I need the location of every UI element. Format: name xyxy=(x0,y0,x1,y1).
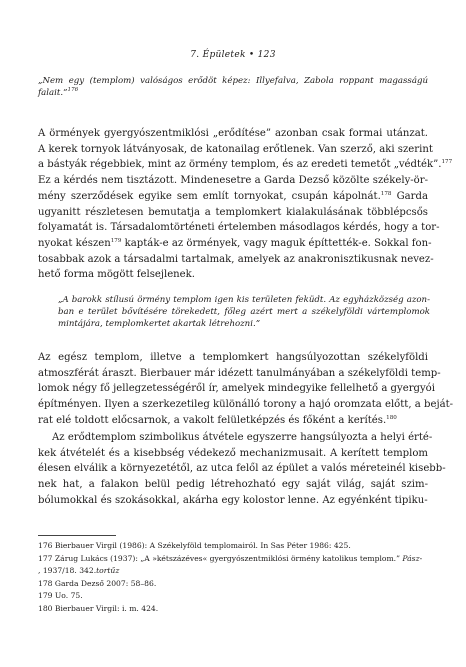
block-quote-1 xyxy=(38,75,428,99)
paragraph-1 xyxy=(38,126,453,283)
line-text: élesen elválik a környezetétől, az utca felől az épület a valós méreteinél kisebb- xyxy=(38,463,446,475)
paragraph-3 xyxy=(38,430,446,509)
paragraph-2 xyxy=(38,350,454,429)
text-line xyxy=(58,318,430,330)
text-line xyxy=(58,306,430,318)
text-line xyxy=(38,252,434,268)
text-line xyxy=(38,157,453,173)
text-line xyxy=(38,413,428,429)
line-text: tosabbak azok a társadalmi tartalmak, amelyek az anakronisztikusnak nevez- xyxy=(38,253,434,265)
line-text: Garda xyxy=(391,190,428,202)
running-header: 7. Épületek • 123 xyxy=(190,50,276,60)
line-text: 177 Zárug Lukács (1937): „A »kétszázéves« gyergyószentmiklósi örmény katolikus templom.” xyxy=(38,553,403,563)
line-text: Az erődtemplom szimbolikus átvétele egyszerre hangsúlyozta a helyi érté- xyxy=(52,432,433,443)
text-line xyxy=(38,461,446,477)
line-text: A örmények gyergyószentmiklósi „erődítése” azonban csak formai utánzat. xyxy=(38,128,428,139)
line-text: építményen. Ilyen a szerkezetileg különálló torony a hajó oromzata előtt, a beját- xyxy=(38,399,454,411)
line-text: falait.” xyxy=(38,88,68,98)
text-line xyxy=(38,430,433,446)
footnote-marker[interactable]: 180 xyxy=(386,414,397,421)
line-text: bólumokkal és szokásokkal, akárha egy kolostor lenne. Az egyénként tipiku- xyxy=(38,494,428,506)
text-line xyxy=(38,397,454,413)
line-text: kek átvételét és a kisebbség védekező mechanizmusait. A kerített templom xyxy=(38,447,428,459)
text-line xyxy=(38,220,440,236)
line-text: mintájára, templomkertet akartak létrehozni.” xyxy=(58,319,261,329)
footnote-marker[interactable]: 177 xyxy=(441,159,453,166)
line-text: 180 Bierbauer Virgil: i. m. 424. xyxy=(38,603,159,613)
line-text: hető forma mögött felsejlenek. xyxy=(38,269,195,281)
line-text: ugyanitt részletesen bemutatja a templomkert kialakulásának többlépcsős xyxy=(38,206,428,218)
text-line xyxy=(38,173,428,189)
text-line xyxy=(38,540,428,553)
text-line xyxy=(38,381,435,397)
text-line xyxy=(38,267,428,283)
line-text: nyokat készen xyxy=(38,237,111,249)
italic-text: tortűz xyxy=(96,566,120,576)
text-line xyxy=(38,236,432,252)
text-line xyxy=(38,590,428,603)
line-text: ban e terület bővítésére törekedett, főleg azért mert a székelyföldi vártemplomok xyxy=(58,307,430,317)
line-text: mény szerződések egyike sem említ tornyokat, csupán kápolnát. xyxy=(38,190,381,202)
line-text: folyamatát is. Társadalomtörténeti értelemben másodlagos kérdés, hogy a tor- xyxy=(38,222,440,234)
text-line xyxy=(58,294,430,306)
text-line xyxy=(38,493,428,509)
line-text: , 1937/18. 342. xyxy=(38,566,97,576)
text-line xyxy=(38,366,441,382)
footnote-marker[interactable]: 179 xyxy=(110,237,122,244)
text-line xyxy=(38,565,428,578)
text-line xyxy=(38,350,428,366)
text-line xyxy=(38,603,428,616)
line-text: „Nem egy (templom) valóságos erődöt képez: Illyefalva, Zabola roppant magasságú xyxy=(38,76,428,86)
line-text: Az egész templom, illetve a templomkert hangsúlyozottan székelyföldi xyxy=(38,352,428,363)
line-text: rat elé toldott előcsarnok, a vakolt felületképzés és főként a kerítés. xyxy=(38,414,387,426)
text-line xyxy=(38,126,428,142)
text-line xyxy=(38,75,428,87)
line-text: Ez a kérdés nem tisztázott. Mindenesetre a Garda Dezső közölte székely-ör- xyxy=(38,175,428,187)
line-text: 178 Garda Dezső 2007: 58–86. xyxy=(38,578,157,588)
block-quote-2 xyxy=(58,294,430,330)
line-text: atmoszférát áraszt. Bierbauer már idézett tanulmányában a székelyföldi temp- xyxy=(38,367,441,379)
line-text: A kerek tornyok látványosak, de katonailag erőtlenek. Van szerző, aki szerint xyxy=(38,143,433,155)
line-text: 176 Bierbauer Virgil (1986): A Székelyföld templomairól. In Sas Péter 1986: 425. xyxy=(38,541,351,550)
footnote-marker[interactable]: 176 xyxy=(67,87,79,93)
italic-text: Pász- xyxy=(402,553,423,563)
line-text: 179 Uo. 75. xyxy=(38,591,83,601)
text-line xyxy=(38,578,428,591)
line-text: lomok négy fő jellegzetességéről ír, amelyek mindegyike fellelhető a gyergyói xyxy=(38,383,435,395)
line-text: „A barokk stílusú örmény templom igen kis területen feküdt. Az egyházközség azon- xyxy=(58,295,430,305)
text-line xyxy=(38,87,428,99)
text-line xyxy=(38,205,428,221)
text-line xyxy=(38,446,428,462)
text-line xyxy=(38,477,428,493)
line-text: a bástyák régebbiek, mint az örmény templom, és az eredeti temetőt „védték”. xyxy=(38,159,442,171)
line-text: nek hat, a falakon belül pedig létrehozható egy saját világ, saját szim- xyxy=(38,479,428,491)
footnote-marker[interactable]: 178 xyxy=(380,190,392,197)
line-text: kapták-e az örmények, vagy maguk építtették-e. Sokkal fon- xyxy=(121,237,432,249)
text-line xyxy=(38,553,428,566)
footnote-rule xyxy=(38,535,116,536)
text-line xyxy=(38,142,433,158)
text-line xyxy=(38,189,428,205)
footnotes xyxy=(38,540,428,616)
